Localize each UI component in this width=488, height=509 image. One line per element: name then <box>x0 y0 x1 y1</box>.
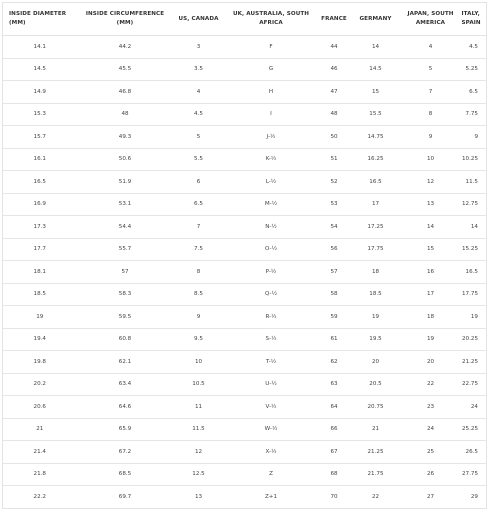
table-cell: 48 <box>319 103 350 126</box>
table-cell: 68 <box>319 463 350 486</box>
table-cell: 20.6 <box>3 396 77 419</box>
table-cell: T-½ <box>224 351 319 374</box>
table-cell: 17.3 <box>3 216 77 239</box>
table-cell: 14.1 <box>3 36 77 59</box>
table-cell: P-½ <box>224 261 319 284</box>
table-cell: 54 <box>319 216 350 239</box>
table-row <box>3 216 487 239</box>
table-cell: 19 <box>3 306 77 329</box>
table-cell: 19.8 <box>3 351 77 374</box>
table-cell: 46.8 <box>77 81 174 104</box>
table-cell: 62 <box>319 351 350 374</box>
table-cell: 15.25 <box>460 238 487 261</box>
table-cell: 22 <box>402 373 460 396</box>
table-cell: 22.2 <box>33 493 46 500</box>
table-cell: 21.4 <box>3 441 77 464</box>
table-cell: 67 <box>319 441 350 464</box>
table-cell: 14 <box>350 36 402 59</box>
table-cell: 54.4 <box>77 216 174 239</box>
table-cell: G <box>224 58 319 81</box>
table-cell: 9 <box>402 126 460 149</box>
table-cell: 12 <box>174 441 224 464</box>
table-cell: 5 <box>174 126 224 149</box>
table-cell: 59 <box>319 306 350 329</box>
table-cell: M-½ <box>224 193 319 216</box>
table-cell: 11.5 <box>174 418 224 441</box>
table-cell: 17.7 <box>3 238 77 261</box>
table-cell: 44.2 <box>77 36 174 59</box>
table-cell: 26 <box>402 463 460 486</box>
table-cell: 6.5 <box>174 193 224 216</box>
table-cell: 19.5 <box>350 328 402 351</box>
table-cell: 10.25 <box>460 148 487 171</box>
table-row <box>3 486 487 509</box>
table-cell: 6 <box>174 171 224 194</box>
table-cell: 20.25 <box>460 328 487 351</box>
ring-size-table <box>2 2 487 509</box>
table-cell: 45.5 <box>77 58 174 81</box>
inside-circumference-header: INSIDE CIRCUMFERENCE (MM) <box>77 3 174 36</box>
table-cell: 11.5 <box>460 171 487 194</box>
table-cell: 49.3 <box>77 126 174 149</box>
table-cell: 15 <box>350 81 402 104</box>
table-cell: R-½ <box>224 306 319 329</box>
table-cell: 14.5 <box>350 58 402 81</box>
table-cell: 16.1 <box>3 148 77 171</box>
table-cell: W-½ <box>224 418 319 441</box>
table-cell: 48 <box>77 103 174 126</box>
table-cell: 13 <box>402 193 460 216</box>
table-cell: 14.9 <box>3 81 77 104</box>
table-cell: 13 <box>194 493 203 500</box>
table-cell: 19 <box>460 306 487 329</box>
table-cell: 58.3 <box>77 283 174 306</box>
table-cell: 27.75 <box>460 463 487 486</box>
table-cell: 7 <box>174 216 224 239</box>
table-cell: 18 <box>402 306 460 329</box>
table-cell: 7.5 <box>174 238 224 261</box>
table-cell: 62.1 <box>77 351 174 374</box>
table-header <box>3 3 487 36</box>
table-cell: 57 <box>77 261 174 284</box>
table-cell: 58 <box>319 283 350 306</box>
table-cell: 9.5 <box>174 328 224 351</box>
table-cell: Q-½ <box>224 283 319 306</box>
table-cell: 16.9 <box>3 193 77 216</box>
table-cell: 29 <box>470 493 478 500</box>
table-cell: 11 <box>174 396 224 419</box>
table-cell: 70 <box>330 493 338 500</box>
table-cell: 59.5 <box>77 306 174 329</box>
us-canada-header: US, CANADA <box>174 3 224 36</box>
table-cell: 10.5 <box>174 373 224 396</box>
table-cell: S-½ <box>224 328 319 351</box>
table-cell: 25 <box>402 441 460 464</box>
table-cell: 25.25 <box>460 418 487 441</box>
table-cell: 21.8 <box>3 463 77 486</box>
table-cell: 4.5 <box>174 103 224 126</box>
table-body <box>3 36 487 509</box>
table-row <box>3 328 487 351</box>
table-row <box>3 81 487 104</box>
table-cell: 15.5 <box>350 103 402 126</box>
table-cell: 50 <box>319 126 350 149</box>
table-cell: 53 <box>319 193 350 216</box>
table-cell: 61 <box>319 328 350 351</box>
table-row <box>3 58 487 81</box>
table-cell: J-½ <box>224 126 319 149</box>
table-cell: 4 <box>402 36 460 59</box>
table-cell: 8.5 <box>174 283 224 306</box>
table-cell: 16.5 <box>3 171 77 194</box>
table-row <box>3 441 487 464</box>
table-cell: 5.5 <box>174 148 224 171</box>
table-cell: 5 <box>402 58 460 81</box>
table-cell: 21 <box>350 418 402 441</box>
table-cell: 18.1 <box>3 261 77 284</box>
table-cell: 51 <box>319 148 350 171</box>
table-cell: 63.4 <box>77 373 174 396</box>
table-row <box>3 418 487 441</box>
table-cell: 9 <box>174 306 224 329</box>
table-cell: 66 <box>319 418 350 441</box>
table-cell: F <box>224 36 319 59</box>
table-row <box>3 463 487 486</box>
table-cell: 7 <box>402 81 460 104</box>
table-cell: 4 <box>174 81 224 104</box>
table-cell: 51.9 <box>77 171 174 194</box>
table-cell: 17.75 <box>350 238 402 261</box>
italy-spain-header: ITALY, SPAIN <box>460 3 487 36</box>
table-cell: 17.75 <box>460 283 487 306</box>
table-cell: 16 <box>402 261 460 284</box>
table-cell: 56 <box>319 238 350 261</box>
table-cell: 12.5 <box>174 463 224 486</box>
table-cell: 3.5 <box>174 58 224 81</box>
table-cell: 55.7 <box>77 238 174 261</box>
table-cell: 3 <box>174 36 224 59</box>
table-cell: 47 <box>319 81 350 104</box>
table-cell: 12.75 <box>460 193 487 216</box>
inside-diameter-header: INSIDE DIAMETER (MM) <box>3 3 77 36</box>
table-cell: 20 <box>350 351 402 374</box>
table-cell: 15 <box>402 238 460 261</box>
table-cell: 15.3 <box>3 103 77 126</box>
table-cell: 46 <box>319 58 350 81</box>
table-cell: 10 <box>174 351 224 374</box>
table-cell: V-½ <box>224 396 319 419</box>
table-cell: 14.75 <box>350 126 402 149</box>
table-cell: I <box>224 103 319 126</box>
table-cell: 19.4 <box>3 328 77 351</box>
table-row <box>3 36 487 59</box>
table-cell: 53.1 <box>77 193 174 216</box>
table-row <box>3 103 487 126</box>
table-cell: 22.75 <box>460 373 487 396</box>
table-cell: O-½ <box>224 238 319 261</box>
table-cell: 17.25 <box>350 216 402 239</box>
header-row <box>3 3 487 36</box>
table-cell: 6.5 <box>460 81 487 104</box>
france-header: FRANCE <box>319 3 350 36</box>
table-cell: U-½ <box>224 373 319 396</box>
table-cell: 26.5 <box>460 441 487 464</box>
table-cell: L-½ <box>224 171 319 194</box>
table-cell: 52 <box>319 171 350 194</box>
table-cell: 10 <box>402 148 460 171</box>
table-cell: 20 <box>402 351 460 374</box>
table-cell: 44 <box>319 36 350 59</box>
table-cell: 21 <box>3 418 77 441</box>
table-cell: 8 <box>402 103 460 126</box>
table-cell: 4.5 <box>460 36 487 59</box>
table-cell: 23 <box>402 396 460 419</box>
table-cell: 18.5 <box>350 283 402 306</box>
table-cell: 57 <box>319 261 350 284</box>
germany-header: GERMANY <box>350 3 402 36</box>
table-cell: 63 <box>319 373 350 396</box>
table-cell: 68.5 <box>77 463 174 486</box>
table-cell: 14 <box>402 216 460 239</box>
table-cell: 8 <box>174 261 224 284</box>
table-cell: 60.8 <box>77 328 174 351</box>
table-cell: 9 <box>460 126 487 149</box>
table-row <box>3 193 487 216</box>
table-cell: 64.6 <box>77 396 174 419</box>
table-cell: 64 <box>319 396 350 419</box>
table-row <box>3 283 487 306</box>
table-cell: 19 <box>350 306 402 329</box>
table-cell: 21.25 <box>350 441 402 464</box>
table-cell: 21.25 <box>460 351 487 374</box>
table-cell: 20.5 <box>350 373 402 396</box>
table-cell: N-½ <box>224 216 319 239</box>
table-cell: 20.75 <box>350 396 402 419</box>
table-row <box>3 396 487 419</box>
table-cell: Z <box>224 463 319 486</box>
table-row <box>3 126 487 149</box>
table-cell: 67.2 <box>77 441 174 464</box>
table-cell: 12 <box>402 171 460 194</box>
table-cell: 14 <box>460 216 487 239</box>
table-row <box>3 238 487 261</box>
table-cell: 5.25 <box>460 58 487 81</box>
table-cell: 17 <box>402 283 460 306</box>
table-row <box>3 373 487 396</box>
table-row <box>3 171 487 194</box>
table-cell: 7.75 <box>460 103 487 126</box>
table-cell: 16.25 <box>350 148 402 171</box>
table-cell: K-½ <box>224 148 319 171</box>
table-row <box>3 148 487 171</box>
table-cell: 69.7 <box>118 493 132 500</box>
table-row <box>3 261 487 284</box>
table-cell: 15.7 <box>3 126 77 149</box>
table-cell: 20.2 <box>3 373 77 396</box>
table-cell: 16.5 <box>460 261 487 284</box>
table-cell: X-½ <box>224 441 319 464</box>
table-cell: 14.5 <box>3 58 77 81</box>
table-cell: 17 <box>350 193 402 216</box>
table-row <box>3 306 487 329</box>
table-cell: 19 <box>402 328 460 351</box>
table-cell: 21.75 <box>350 463 402 486</box>
table-cell: 24 <box>402 418 460 441</box>
table-row <box>3 351 487 374</box>
table-cell: 50.6 <box>77 148 174 171</box>
table-cell: 22 <box>371 493 380 500</box>
table-cell: Z+1 <box>264 493 278 500</box>
table-cell: H <box>224 81 319 104</box>
table-cell: 24 <box>460 396 487 419</box>
table-cell: 27 <box>426 493 435 500</box>
uk-australia-header: UK, AUSTRALIA, SOUTH AFRICA <box>224 3 319 36</box>
japan-header: JAPAN, SOUTH AMERICA <box>402 3 460 36</box>
table-cell: 65.9 <box>77 418 174 441</box>
table-cell: 18.5 <box>3 283 77 306</box>
table-cell: 18 <box>350 261 402 284</box>
table-cell: 16.5 <box>350 171 402 194</box>
